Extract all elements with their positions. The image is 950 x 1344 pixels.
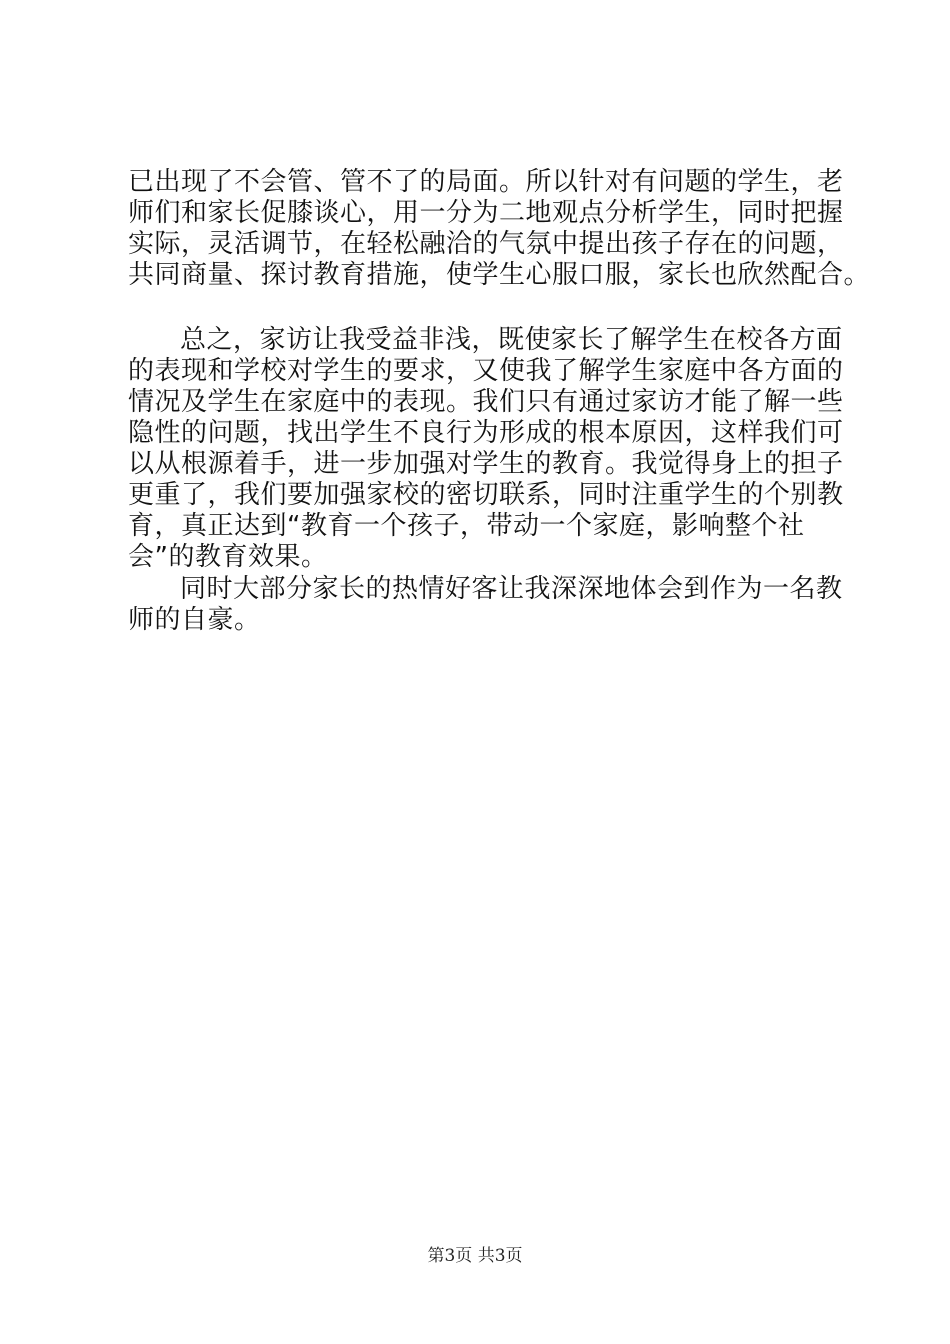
paragraph-line: 同时大部分家长的热情好客让我深深地体会到作为一名教 [180, 574, 843, 604]
paragraph-3 [128, 574, 844, 636]
page-number-footer: 第3页 共3页 [427, 1246, 523, 1266]
paragraph-line: 师的自豪。 [128, 605, 261, 635]
paragraph-line: 以从根源着手，进一步加强对学生的教育。我觉得身上的担子 [128, 449, 844, 479]
paragraph-1 [128, 167, 871, 291]
paragraph-line: 隐性的问题，找出学生不良行为形成的根本原因，这样我们可 [128, 418, 844, 448]
paragraph-line: 已出现了不会管、管不了的局面。所以针对有问题的学生，老 [128, 167, 844, 197]
paragraph-line: 会”的教育效果。 [128, 542, 328, 572]
paragraph-line: 更重了，我们要加强家校的密切联系，同时注重学生的个别教 [128, 480, 844, 510]
paragraph-line: 总之，家访让我受益非浅，既使家长了解学生在校各方面 [180, 325, 843, 355]
paragraph-2 [128, 325, 844, 573]
paragraph-line: 情况及学生在家庭中的表现。我们只有通过家访才能了解一些 [128, 387, 844, 417]
paragraph-line: 共同商量、探讨教育措施，使学生心服口服，家长也欣然配合。 [128, 260, 871, 290]
paragraph-line: 实际，灵活调节，在轻松融洽的气氛中提出孩子存在的问题， [128, 229, 844, 259]
paragraph-line: 师们和家长促膝谈心，用一分为二地观点分析学生，同时把握 [128, 198, 844, 228]
paragraph-line: 的表现和学校对学生的要求，又使我了解学生家庭中各方面的 [128, 356, 844, 386]
paragraph-line: 育，真正达到“教育一个孩子，带动一个家庭，影响整个社 [128, 511, 805, 541]
